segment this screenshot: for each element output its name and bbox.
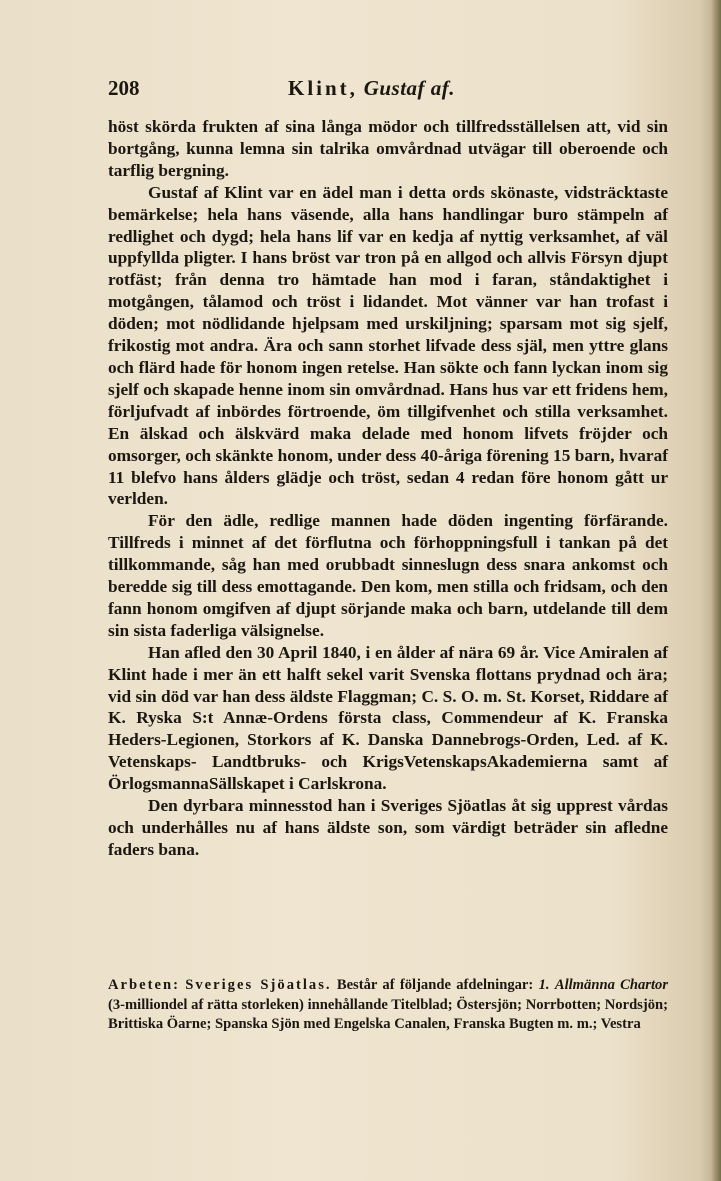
- body-text: [108, 116, 668, 861]
- paragraph-4: Han afled den 30 April 1840, i en ålder af nära 69 år. Vice Amiralen af Klint hade i mer än ett halft sekel varit Svenska flottans prydnad och ära; vid sin död var han dess äldste Flaggman; C. S. O. m. St. Korset, Riddare af K. Ryska S:t Annæ-Ordens första class, Commendeur af K. Franska Heders-Legionen, Storkors af K. Danska Dannebrogs-Orden, Led. af K. Vetenskaps- Landtbruks- och KrigsVetenskapsAkademierna samt af ÖrlogsmannaSällskapet i Carlskrona.: [108, 642, 668, 794]
- works-text-2: (3-milliondel af rätta storleken) innehållande Titelblad; Östersjön; Norrbotten; Nordsjön; Brittiska Öarne; Spanska Sjön med Engelska Canalen, Franska Bugten m. m.; Vestra: [108, 996, 668, 1032]
- works-title: Sveriges Sjöatlas.: [185, 977, 332, 993]
- works-item-number: 1.: [538, 977, 550, 993]
- works-label: Arbeten:: [108, 977, 180, 993]
- paragraph-5: Den dyrbara minnesstod han i Sveriges Sjöatlas åt sig upprest vårdas och underhålles nu af hans äldste son, som värdigt beträder sin afledne faders bana.: [108, 796, 668, 859]
- page-number: 208: [108, 76, 140, 100]
- works-text-1: Består af följande afdelningar:: [331, 977, 539, 993]
- running-title-name: Klint,: [288, 76, 358, 100]
- paragraph-2: Gustaf af Klint var en ädel man i detta ords skönaste, vidsträcktaste bemärkelse; hela hans väsende, alla hans handlingar buro stämpeln af redlighet och dygd; hela hans lif var en kedja af nyttig verksamhet, af väl uppfyllda pligter. I hans bröst var tron på en allgod och allvis Försyn djupt rotfäst; från denna tro hämtade han mod i faran, ståndaktighet i motgången, tålamod och tröst i lidandet. Mot vänner var han trofast i döden; mot nödlidande hjelpsam med urskiljning; sparsam mot sig sjelf, frikostig mot andra. Ära och sann storhet lifvade dess själ, men yttre glans och flärd hade för honom ingen retelse. Han sökte och fann lyckan inom sig sjelf och skapade henne inom sin omvårdnad. Hans hus var ett fridens hem, förljufvadt af inbördes förtroende, öm tillgifvenhet och stilla verksamhet. En älskad och älskvärd maka delade med honom lifvets fröjder och omsorger, och skänkte honom, under dess 40-åriga förening 15 barn, hvaraf 11 blefvo hans ålders glädje och tröst, sedan 4 redan före honom gått ur verlden.: [108, 182, 668, 509]
- running-title-given-name: Gustaf af.: [363, 76, 456, 100]
- running-head: [108, 76, 668, 100]
- page-edge-shadow: [711, 0, 721, 1181]
- paragraph-1: höst skörda frukten af sina långa mödor och tillfredsställelsen att, vid sin bortgång, kunna lemna sin talrika omvårdnad utvägar till oberoende och tarflig bergning.: [108, 117, 668, 180]
- works-footnote: [108, 976, 668, 1035]
- works-item-title: Allmänna Chartor: [554, 977, 669, 993]
- paragraph-3: För den ädle, redlige mannen hade döden ingenting förfärande. Tillfreds i minnet af det förflutna och förhoppningsfull i tankan på det tillkommande, såg han med orubbadt sinneslugn dess snara ankomst och beredde sig till dess emottagande. Den kom, men stilla och fridsam, och den fann honom omgifven af djupt sörjande maka och barn, utdelande till dem sin sista faderliga välsignelse.: [108, 511, 668, 640]
- running-title: [288, 76, 455, 101]
